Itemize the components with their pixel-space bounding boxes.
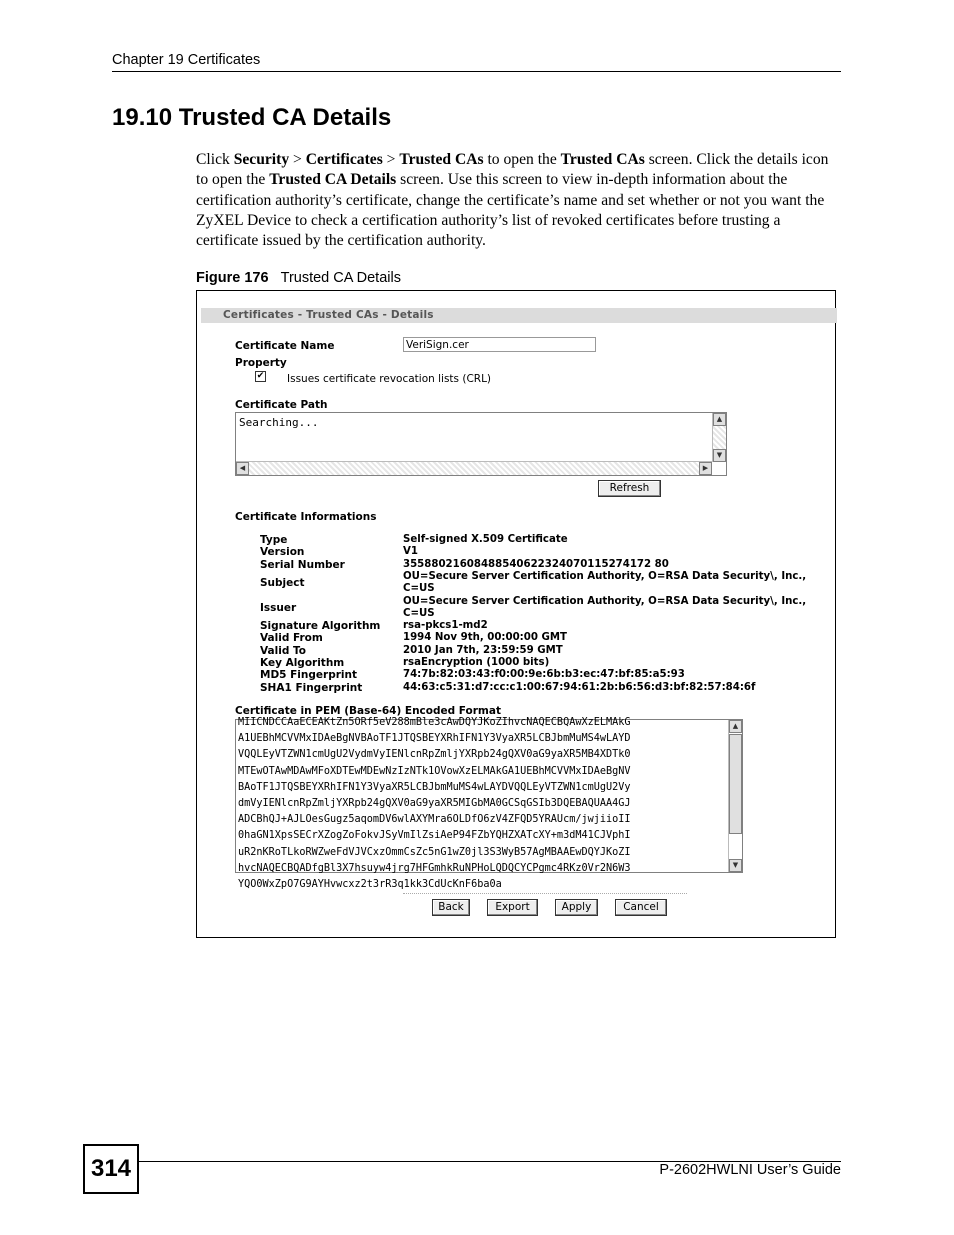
- info-row-value: OU=Secure Server Certification Authority, O=RSA Data Security\, Inc.,: [403, 570, 807, 582]
- cert-name-input[interactable]: VeriSign.cer: [403, 337, 596, 352]
- info-row-value: OU=Secure Server Certification Authority, O=RSA Data Security\, Inc.,: [403, 595, 807, 607]
- cert-path-textarea[interactable]: [235, 412, 727, 476]
- figure-screenshot: [196, 290, 836, 938]
- info-row-label: Version: [260, 546, 305, 559]
- section-title: 19.10 Trusted CA Details: [112, 104, 392, 131]
- scroll-left-icon[interactable]: ◀: [236, 462, 249, 475]
- figure-caption: Figure 176 Trusted CA Details: [196, 270, 401, 286]
- info-row-value-continued: C=US: [403, 583, 435, 595]
- info-row-value: 2010 Jan 7th, 23:59:59 GMT: [403, 644, 563, 656]
- info-row-value: Self-signed X.509 Certificate: [403, 534, 568, 545]
- refresh-button[interactable]: Refresh: [598, 480, 661, 497]
- cert-info-heading: Certificate Informations: [235, 511, 377, 523]
- screen-title-bar: [201, 308, 837, 323]
- scroll-up-icon[interactable]: ▲: [713, 413, 726, 426]
- pem-vertical-scrollbar[interactable]: [728, 720, 742, 872]
- path-horizontal-scrollbar[interactable]: [236, 461, 712, 475]
- info-row-value: rsa-pkcs1-md2: [403, 620, 488, 632]
- info-row-label: Issuer: [260, 601, 297, 614]
- pem-textarea[interactable]: [235, 717, 743, 891]
- info-row-value: 1994 Nov 9th, 00:00:00 GMT: [403, 632, 567, 644]
- info-row-label: Valid To: [260, 644, 306, 657]
- footer-title: P-2602HWLNI User’s Guide: [659, 1162, 841, 1178]
- info-row-value: V1: [403, 546, 418, 558]
- page-number: 314: [83, 1144, 139, 1194]
- scroll-down-icon[interactable]: ▼: [729, 859, 742, 872]
- info-row-value: rsaEncryption (1000 bits): [403, 657, 550, 668]
- scroll-up-icon[interactable]: ▲: [729, 720, 742, 733]
- scroll-down-icon[interactable]: ▼: [713, 449, 726, 462]
- running-header: Chapter 19 Certificates: [112, 52, 261, 68]
- info-row-label: Signature Algorithm: [260, 620, 381, 633]
- back-button[interactable]: Back: [432, 899, 470, 916]
- pem-label: Certificate in PEM (Base-64) Encoded Format: [235, 705, 501, 717]
- scroll-right-icon[interactable]: ▶: [699, 462, 712, 475]
- pem-text: MIICNDCCAaECEAKtZn5ORf5eV288mBle3cAwDQYJKoZIhvcNAQECBQAwXzELMAkG A1UEBhMCVVMxIDAeBgNVBAoTF1JTQSBEYXRhIFN1Y3VyaXR5LCBJbmMuMS4wLAYD VQQLEyVTZWN1cmUgU2VydmVyIENlcnRpZmljYXRpb24gQXV0aG9yaXR5MB4XDTk0 MTEwOTAwMDAwMFoXDTEwMDEwNzIzNTk1OVowXzELMAkGA1UEBhMCVVMxIDAeBgNV BAoTF1JTQSBEYXRhIFN1Y3VyaXR5LCBJbmMuMS4wLAYDVQQLEyVTZWN1cmUgU2Vy dmVyIENlcnRpZmljYXRpb24gQXV0aG9yaXR5MIGbMA0GCSqGSIb3DQEBAQUAA4GJ ADCBhQJ+AJLOesGugz5aqomDV6wlAXYMra6OLDfO6zV4ZFQD5YRAUcm/jwjiioII 0haGN1XpsSECrXZogZoFokvJSyVmIlZsiAeP94FZbYQHZXATcXY+m3dM41CJVphI uR2nKRoTLkoRWZweFdVJVCxzOmmCsZc5nG1wZ0jl3S3WyB57AgMBAAEwDQYJKoZI hvcNAQECBQADfgBl3X7hsuyw4jrg7HFGmhkRuNPHoLQDQCYCPgmc4RKz0Vr2N6W3 YQO0WxZpO7G9AYHvwcxz2t3rR3q1kk3CdUcKnF6ba0a: [238, 717, 631, 891]
- info-row-value: 35588021608488540622324070115274172 80: [403, 558, 669, 570]
- info-row-label: Subject: [260, 576, 305, 589]
- scroll-thumb[interactable]: [729, 734, 742, 834]
- info-row-value-continued: C=US: [403, 607, 435, 619]
- info-row-label: Serial Number: [260, 558, 345, 571]
- crl-checkbox[interactable]: ✔: [256, 371, 265, 381]
- divider: [403, 893, 687, 894]
- info-row-label: Key Algorithm: [260, 657, 345, 669]
- export-button[interactable]: Export: [487, 899, 538, 916]
- info-row-label: MD5 Fingerprint: [260, 669, 357, 682]
- header-rule: [112, 71, 841, 72]
- info-row-value: 44:63:c5:31:d7:cc:c1:00:67:94:61:2b:b6:56:d3:bf:82:57:84:6f: [403, 681, 756, 693]
- intro-paragraph: Click Security > Certificates > Trusted CAs to open the Trusted CAs screen. Click the details icon to open the Trusted CA Details screen. Use this screen to view in-depth information about the certification authority’s certificate, change the certificate’s name and set whether or not you want the ZyXEL Device to check a certification authority’s list of revoked certificates before trusting a certificate issued by the certification authority.: [196, 151, 829, 250]
- crl-label: Issues certificate revocation lists (CRL): [287, 373, 492, 385]
- cert-path-text: Searching...: [239, 416, 319, 429]
- info-row-value: 74:7b:82:03:43:f0:00:9e:6b:b3:ec:47:bf:85:a5:93: [403, 669, 685, 681]
- path-vertical-scrollbar[interactable]: [712, 413, 726, 462]
- info-row-label: Type: [260, 534, 288, 546]
- cancel-button[interactable]: Cancel: [615, 899, 667, 916]
- screen-title: Certificates - Trusted CAs - Details: [223, 309, 434, 321]
- apply-button[interactable]: Apply: [555, 899, 598, 916]
- info-row-label: SHA1 Fingerprint: [260, 681, 363, 694]
- cert-name-label: Certificate Name: [235, 340, 335, 352]
- property-label: Property: [235, 357, 287, 369]
- info-row-label: Valid From: [260, 632, 323, 645]
- cert-path-label: Certificate Path: [235, 399, 328, 411]
